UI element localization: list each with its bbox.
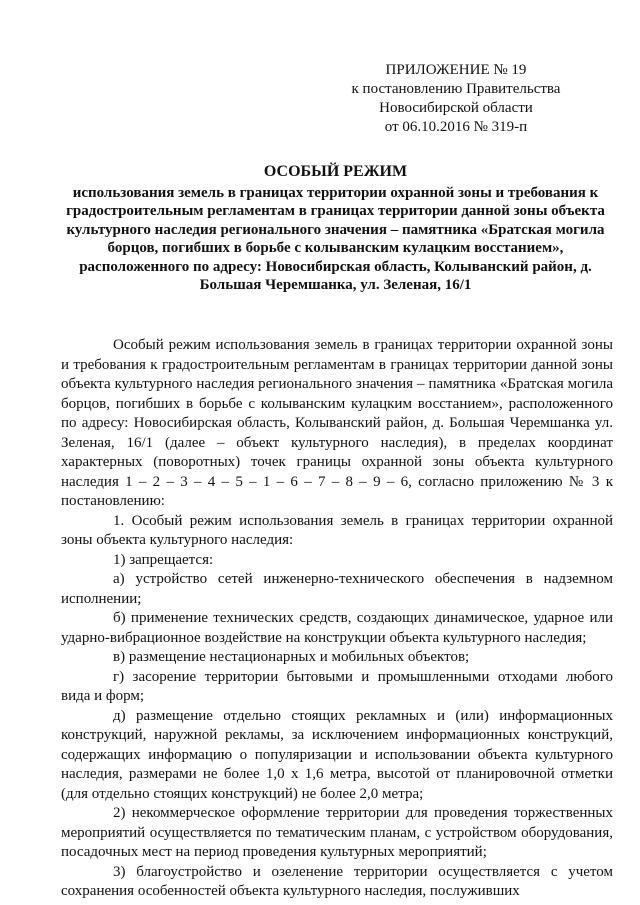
appendix-header [336, 61, 576, 137]
appendix-number: ПРИЛОЖЕНИЕ № 19 [385, 62, 527, 78]
appendix-region: Новосибирской области [379, 100, 533, 116]
paragraph-prohibited: 1) запрещается: [113, 551, 214, 568]
paragraph-item-d: д) размещение отдельно стоящих рекламных и (или) информационных конструкций, наружной рекламы, за исключением информационных конструкций, содержащих информацию о популяризации и использовании объекта культурного наследия, размерами не более 1,0 х 1,6 метра, высотой от планировочной отметки (для отдельно стоящих конструкций) не более 2,0 метра; [61, 707, 613, 802]
paragraph-point-3: 3) благоустройство и озеленение территории осуществляется с учетом сохранения особенностей объекта культурного наследия, послуживших [61, 863, 613, 899]
paragraph-item-b: б) применение технических средств, создающих динамическое, ударное или ударно-вибрационное воздействие на конструкции объекта культурного наследия; [61, 610, 613, 646]
paragraph-point-2: 2) некоммерческое оформление территории для проведения торжественных мероприятий осуществляется по тематическим планам, с устройством оборудования, посадочных мест на период проведения культурных мероприятий; [61, 805, 613, 860]
appendix-date: от 06.10.2016 № 319-п [384, 119, 528, 135]
appendix-ref: к постановлению Правительства [351, 81, 561, 97]
paragraph-item-a: а) устройство сетей инженерно-технического обеспечения в надземном исполнении; [61, 571, 613, 607]
paragraph-item-g: г) засорение территории бытовыми и промышленными отходами любого вида и форм; [61, 668, 613, 704]
document-title: ОСОБЫЙ РЕЖИМ [263, 163, 408, 180]
document-title-block [58, 163, 613, 295]
paragraph-section-1: 1. Особый режим использования земель в границах территории охранной зоны объекта культурного наследия: [61, 512, 613, 548]
document-body [61, 336, 613, 902]
document-subtitle: использования земель в границах территории охранной зоны и требования к градостроительным регламентам в границах территории данной зоны объекта культурного наследия регионального значения – памятника «Братская могила борцов, погибших в борьбе с колыванским кулацким восстанием», расположенного по адресу: Новосибирская область, Колыванский район, д. Большая Черемшанка, ул. Зеленая, 16/1 [66, 184, 605, 293]
paragraph-item-v: в) размещение нестационарных и мобильных объектов; [113, 649, 470, 665]
paragraph-intro: Особый режим использования земель в границах территории охранной зоны и требования к градостроительным регламентам в границах территории данной зоны объекта культурного наследия регионального значения – памятника «Братская могила борцов, погибших в борьбе с колыванским кулацким восстанием», расположенного по адресу: Новосибирская область, Колыванский район, д. Большая Черемшанка ул. Зеленая, 16/1 (далее – объект культурного наследия), в пределах координат характерных (поворотных) точек границы охранной зоны объекта культурного наследия 1 – 2 – 3 – 4 – 5 – 1 – 6 – 7 – 8 – 9 – 6, согласно приложению № 3 к постановлению: [61, 337, 613, 509]
